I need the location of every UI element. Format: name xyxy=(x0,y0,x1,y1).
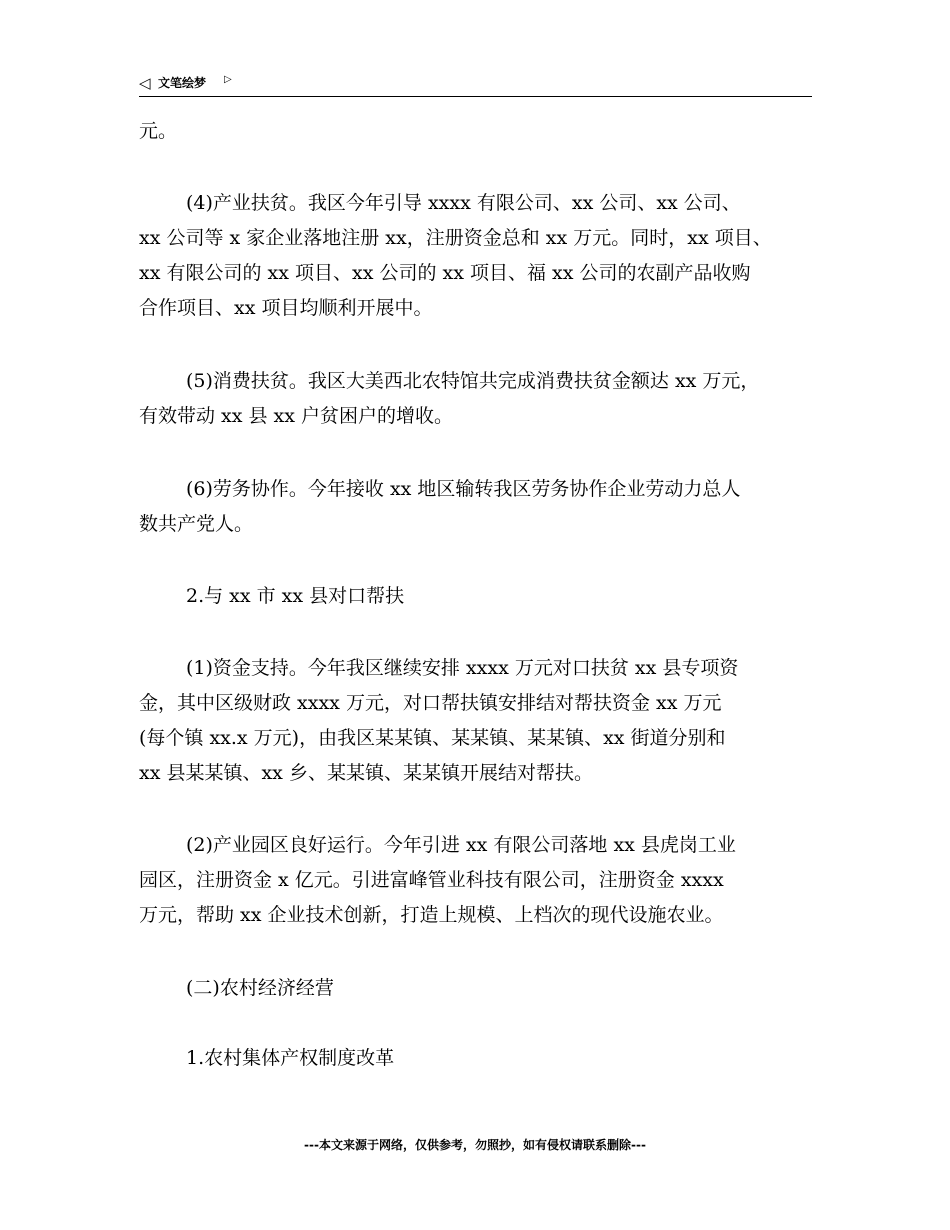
text-line: 元。 xyxy=(139,120,178,142)
header-title: 文笔绘梦 xyxy=(158,76,207,90)
text-line: 有效带动 xx 县 xx 户贫困户的增收。 xyxy=(139,405,454,427)
text-line: 合作项目、xx 项目均顺利开展中。 xyxy=(139,297,433,319)
page-header xyxy=(139,72,812,97)
text-line: (4)产业扶贫。我区今年引导 xxxx 有限公司、xx 公司、xx 公司、 xyxy=(186,192,741,214)
text-line: (5)消费扶贫。我区大美西北农特馆共完成消费扶贫金额达 xx 万元， xyxy=(186,370,760,392)
triangle-left-icon: ◁ xyxy=(139,74,151,92)
text-line: xx 有限公司的 xx 项目、xx 公司的 xx 项目、福 xx 公司的农副产品收购 xyxy=(139,262,751,284)
triangle-right-icon: ▷ xyxy=(224,74,232,85)
footer-disclaimer: ---本文来源于网络，仅供参考，勿照抄，如有侵权请联系删除--- xyxy=(304,1138,646,1152)
text-line: (2)产业园区良好运行。今年引进 xx 有限公司落地 xx 县虎岗工业 xyxy=(186,834,736,856)
section-heading: (二)农村经济经营 xyxy=(186,977,334,999)
text-line: (每个镇 xx.x 万元)，由我区某某镇、某某镇、某某镇、xx 街道分别和 xyxy=(139,727,726,749)
text-line: xx 公司等 x 家企业落地注册 xx，注册资金总和 xx 万元。同时，xx 项目、 xyxy=(139,227,772,249)
text-line: (1)资金支持。今年我区继续安排 xxxx 万元对口扶贫 xx 县专项资 xyxy=(186,657,739,679)
text-line: 园区，注册资金 x 亿元。引进富峰管业科技有限公司，注册资金 xxxx xyxy=(139,869,724,891)
section-heading: 2.与 xx 市 xx 县对口帮扶 xyxy=(186,585,405,607)
text-line: (6)劳务协作。今年接收 xx 地区输转我区劳务协作企业劳动力总人 xyxy=(186,478,741,500)
text-line: xx 县某某镇、xx 乡、某某镇、某某镇开展结对帮扶。 xyxy=(139,762,593,784)
text-line: 数共产党人。 xyxy=(139,513,254,535)
text-line: 万元，帮助 xx 企业技术创新，打造上规模、上档次的现代设施农业。 xyxy=(139,904,724,926)
text-line: 金，其中区级财政 xxxx 万元，对口帮扶镇安排结对帮扶资金 xx 万元 xyxy=(139,692,722,714)
section-heading: 1.农村集体产权制度改革 xyxy=(186,1047,395,1069)
